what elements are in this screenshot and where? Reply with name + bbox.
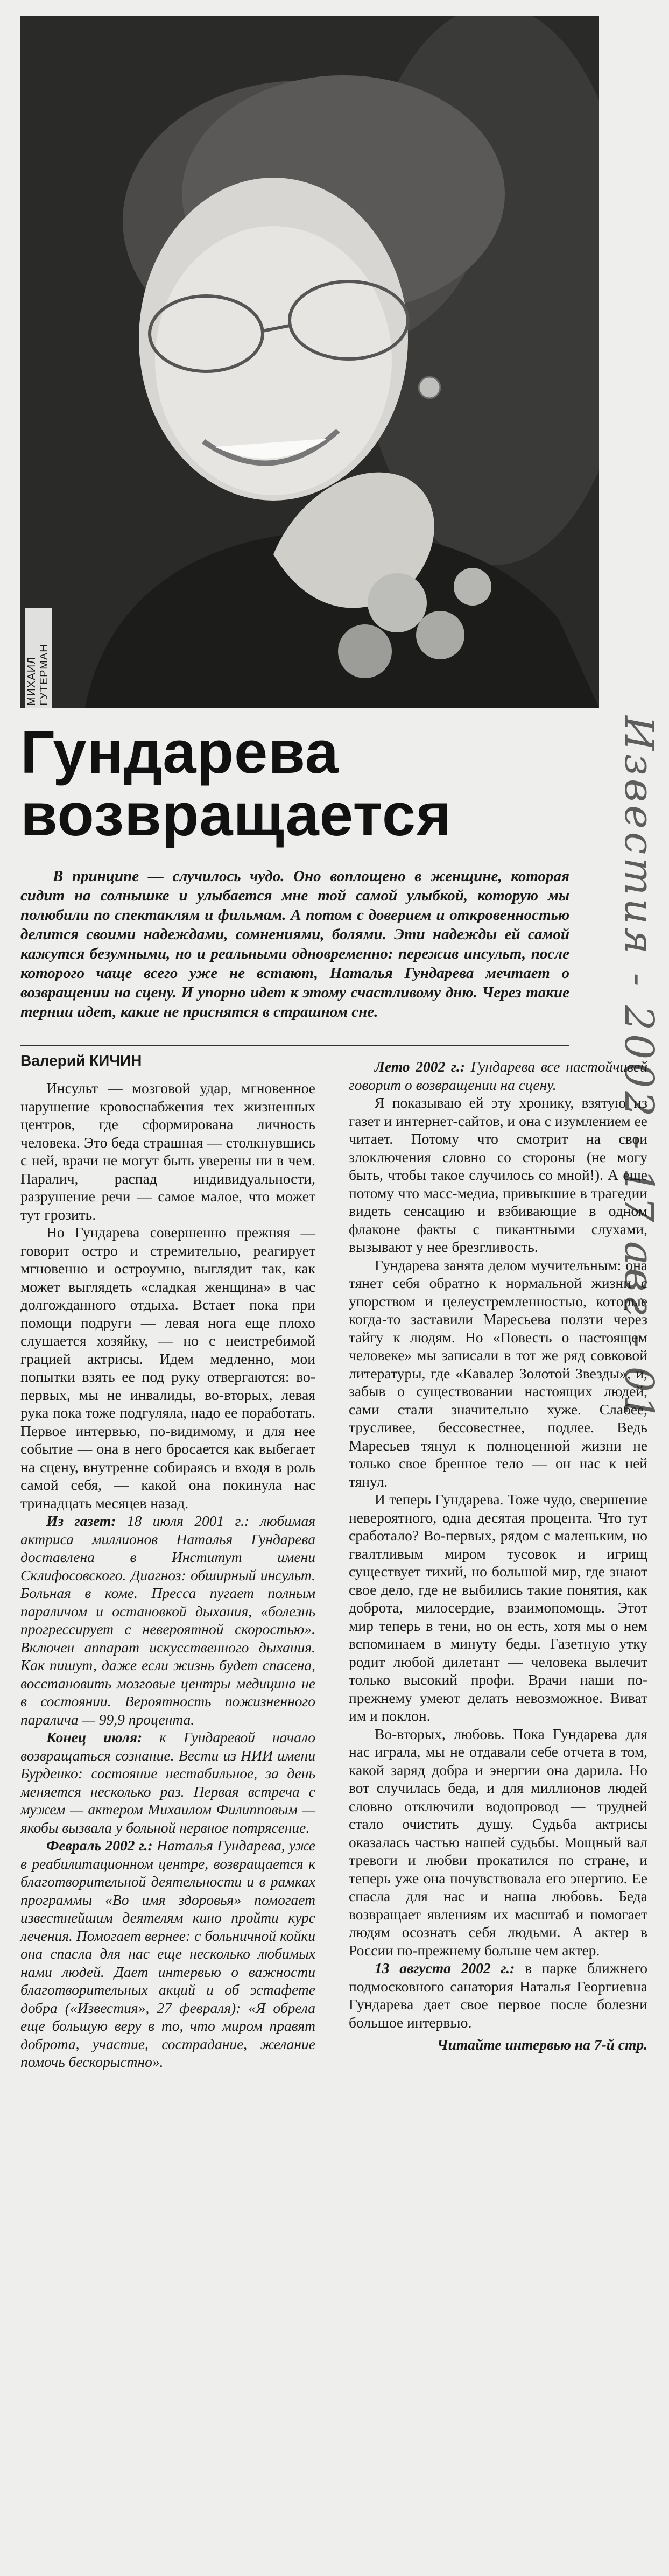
headline-line-2: возвращается (20, 781, 452, 848)
headline (20, 721, 559, 846)
chronicle-text: Наталья Гундарева, уже в реабилитационном центре, возвращается к благотворительной деятельности и в рамках программы «Во имя здоровья» помогает известнейшим деятелям кино пройти курс лечения. Помогает вернее: с больничной койки она спасла для нас еще несколько любимых нами людей. Дает интервью о важности благотворительных акций и об эстафете добра («Известия», 27 февраля): «Я обрела еще большую веру в то, что миром правят доброта, участие, сострадание, желание помочь бескорыстно». (20, 1837, 315, 2070)
handwritten-note: Известия - 2002 - 17 авг - 01 (616, 716, 662, 1424)
paragraph: Инсульт — мозговой удар, мгновенное нарушение кровоснабжения тех жизненных центров, где сформирована личность человека. Это беда страшная — столкнувшись с ней, врачи не могут быть уверены ни в чем. Паралич, распад индивидуальности, разрушение речи — самое малое, что может тут грозить. (20, 1080, 315, 1223)
divider (20, 1045, 569, 1046)
author-byline: Валерий КИЧИН (20, 1052, 142, 1069)
article-column-2 (349, 1058, 647, 2054)
headline-line-1: Гундарева (20, 719, 339, 786)
lead-paragraph (20, 867, 569, 1022)
continued-note: Читайте интервью на 7-й стр. (437, 2036, 647, 2053)
chronicle-label: Конец июля: (46, 1729, 143, 1746)
paragraph: Я показываю ей эту хронику, взятую из газет и интернет-сайтов, и она с изумлением ее читает. Потому что смотрит на свои злоключения словно со стороны (не могу быть, чтобы такое случилось со мной!). А еще потому что масс-медиа, привыкшие в трагедии видеть сенсацию и взбивающие в одном флаконе факты с пикантными слухами, вызывают у нее брезгливость. (349, 1094, 647, 1255)
chronicle-label: Февраль 2002 г.: (46, 1837, 153, 1854)
paragraph: И теперь Гундарева. Тоже чудо, свершение невероятного, одна десятая процента. Что тут сработало? Во-первых, рядом с маленьким, но гвалтливым миром тусовок и игрищ существует тихий, но большой мир, где знают свое дело, где не выбились такие понятия, как доброта, милосердие, взаимопомощь. Этот мир теперь в тени, но он есть, хотя мы о нем вспоминаем в минуту беды. Газетную утку родит любой дилетант — человека вылечит только высокий профи. Врачи наши по-прежнему умеют делать невозможное. Виват им и поклон. (349, 1491, 647, 1724)
lead-text: В принципе — случилось чудо. Оно воплощено в женщине, которая сидит на солнышке и улыбается мне той самой улыбкой, которую мы полюбили по спектаклям и фильмам. А потом с доверием и откровенностью делится своими надеждами, сомнениями, болями. Эти надежды ей самой кажутся безумными, но и реальными одновременно: пережив инсульт, после которого чаще всего уже не встают, Наталья Гундарева мечтает о возвращении на сцену. И упорно идет к этому счастливому дню. Через такие тернии идет, какие не приснятся в страшном сне. (20, 868, 569, 1020)
chronicle-text: 18 июля 2001 г.: любимая актриса миллионов Наталья Гундарева доставлена в Институт имени Склифосовского. Диагноз: обширный инсульт. Больная в коме. Пресса пугает полным параличом и остановкой дыхания, «болезнь прогрессирует с невероятной скоростью». Включен аппарат искусственного дыхания. Как пишут, даже если жизнь будет спасена, восстановить мозговые центры медицина не в состоянии. Вероятность пожизненного паралича — 99,9 процента. (20, 1512, 316, 1728)
photo-credit: МИХАИЛ ГУТЕРМАН (25, 608, 52, 708)
chronicle-label: Лето 2002 г.: (375, 1058, 465, 1075)
paragraph-chronicle (20, 1728, 315, 1836)
paragraph-chronicle (20, 1512, 315, 1728)
paragraph-chronicle (20, 1836, 315, 2071)
chronicle-label: Из газет: (46, 1512, 116, 1529)
chronicle-text: Гундарева все настойчивей говорит о возвращении на сцену. (349, 1058, 647, 1093)
paragraph: Но Гундарева совершенно прежняя — говорит остро и стремительно, реагирует мгновенно и остроумно, выглядит так, как может выглядеть «сладкая женщина» в час долгожданного отдыха. Встает пока при помощи подруги — левая нога еще плохо слушается хозяйку, — но с неистребимой грацией актрисы. Идем медленно, мои попытки взять ее под руку отвергаются: во-первых, мы не инвалиды, во-вторых, левая рука пока тоже подгуляла, надо ее поработать. Первое интервью, по-видимому, и для нее событие — она в него бросается как выбегает на сцену, внутренне собираясь и входя в роль самой себя, — какой она покинула нас тринадцать месяцев назад. (20, 1224, 315, 1511)
portrait-illustration (20, 16, 599, 708)
paragraph: Гундарева занята делом мучительным: она тянет себя обратно к нормальной жизни с упорством и целеустремленностью, которые когда-то заставили Маресьева ползти через тайгу к людям. Но «Повесть о настоящем человеке» мы записали в тот же ряд совковой литературы, где «Кавалер Золотой Звезды», и, забыв о существовании настоящих людей, сами стали значительно хуже. Слабее, трусливее, бессовестнее, подлее. Ведь Маресьев тянул к полноценной жизни не только свое бренное тело — он нас к ней тянул. (349, 1256, 647, 1490)
paragraph-chronicle (349, 1959, 647, 2031)
paragraph: Во-вторых, любовь. Пока Гундарева для нас играла, мы не отдавали себе отчета в том, какой заряд добра и энергии она дарила. Но вот случилась беда, и для миллионов людей словно отключили водопровод — трудней стало очистить душу. Судьба актрисы оказалась частью нашей судьбы. Мощный вал тревоги и любви прокатился по стране, и теперь уже она почувствовала его энергию. Ее спасла для нас и наша любовь. Беда возвращает явлениям их масштаб и помогает людям осознать себя людьми. А актер в России по-прежнему больше чем актер. (349, 1725, 647, 1959)
paragraph-chronicle (349, 1058, 647, 1094)
portrait-photo (20, 16, 599, 708)
chronicle-text: в парке ближнего подмосковного санатория Наталья Георгиевна Гундарева дает свое первое после болезни большое интервью. (349, 1960, 647, 2031)
chronicle-text: к Гундаревой начало возвращаться сознание. Вести из НИИ имени Бурденко: состояние нестабильное, за день меняется несколько раз. Первая встреча с мужем — актером Михаилом Филипповым — якобы вызвала у больной нервное потрясение. (20, 1729, 315, 1836)
article-column-1 (20, 1079, 315, 2071)
chronicle-label: 13 августа 2002 г.: (375, 1960, 515, 1976)
